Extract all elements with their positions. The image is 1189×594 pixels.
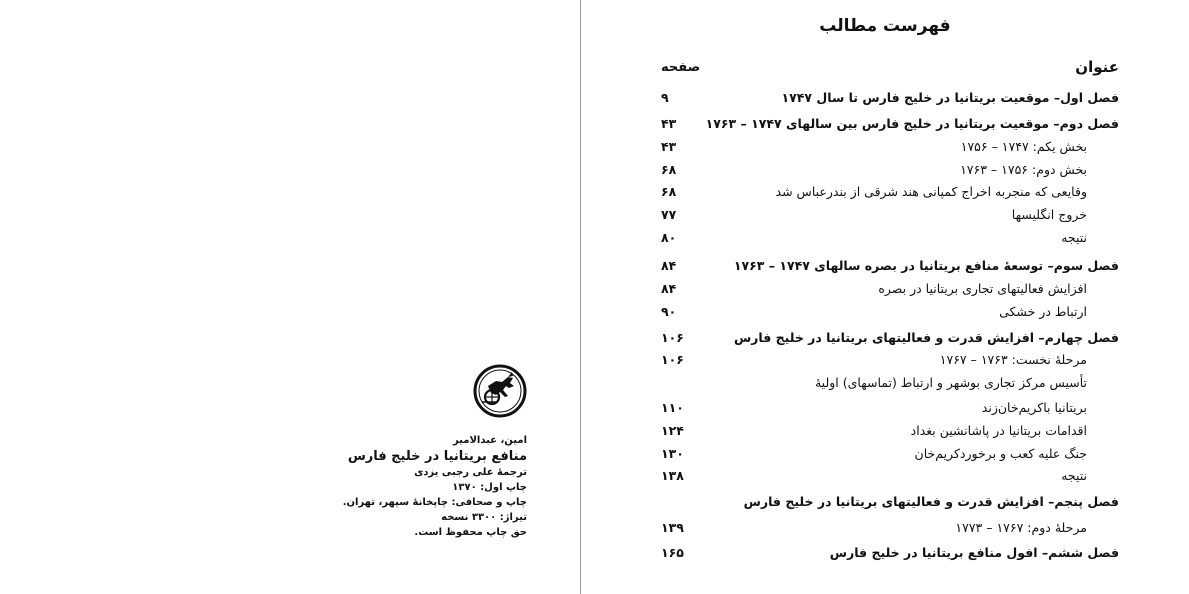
toc-entry	[581, 304, 1189, 326]
toc-entry-title: نتیجه	[1061, 230, 1087, 245]
toc-entry-title: فصل پنجم– افزایش قدرت و فعالیتهای بریتانیا در خلیج فارس	[743, 494, 1119, 509]
toc-entry	[581, 545, 1189, 567]
toc-entry-title: مرحلهٔ نخست: ۱۷۶۳ – ۱۷۶۷	[939, 352, 1087, 367]
toc-entry-page: ۷۷	[661, 207, 677, 222]
toc-entry-title: افزایش فعالیتهای تجاری بریتانیا در بصره	[878, 281, 1087, 296]
toc-entry	[581, 116, 1189, 138]
toc-entry-page: ۴۳	[661, 139, 677, 154]
toc-entry	[581, 258, 1189, 280]
toc-entry-title: بخش دوم: ۱۷۵۶ – ۱۷۶۳	[960, 162, 1087, 177]
colophon-author: امین، عبدالامیر	[452, 435, 527, 446]
toc-entry	[581, 375, 1189, 397]
toc-entry	[581, 423, 1189, 445]
toc-entry	[581, 446, 1189, 468]
toc-entry-page: ۸۴	[661, 281, 677, 296]
toc-entry-page: ۱۰۶	[661, 352, 684, 367]
toc-entry-title: فصل ششم– افول منافع بریتانیا در خلیج فارس	[829, 545, 1119, 560]
toc-entry	[581, 281, 1189, 303]
colophon-edition: چاپ اول: ۱۳۷۰	[452, 482, 527, 493]
toc-entry-page: ۱۱۰	[661, 400, 684, 415]
toc-entry-title: فصل سوم– توسعهٔ منافع بریتانیا در بصره سالهای ۱۷۴۷ – ۱۷۶۳	[733, 258, 1119, 273]
toc-entry-title: بخش یکم: ۱۷۴۷ – ۱۷۵۶	[960, 139, 1087, 154]
colophon-block	[287, 433, 527, 540]
toc-entry-page: ۹	[661, 90, 669, 105]
toc-entry-page: ۱۲۴	[661, 423, 684, 438]
toc-entry-page: ۴۳	[661, 116, 677, 131]
colophon-circulation: تیراژ: ۳۳۰۰ نسخه	[441, 512, 527, 523]
toc-entry	[581, 162, 1189, 184]
colophon-rights: حق چاپ محفوظ است.	[414, 527, 527, 538]
toc-entry-page: ۸۰	[661, 230, 677, 245]
toc-entry	[581, 184, 1189, 206]
toc-entry-page: ۱۶۵	[661, 545, 684, 560]
toc-entry-title: وقایعی که منجربه اخراج کمپانی هند شرقی از بندرعباس شد	[775, 184, 1087, 199]
toc-entry-title: فصل اول– موقعیت بریتانیا در خلیج فارس تا سال ۱۷۴۷	[781, 90, 1119, 105]
toc-entry-title: خروج انگلیسها	[1011, 207, 1087, 222]
toc-entry-title: ارتباط در خشکی	[999, 304, 1087, 319]
toc-entry	[581, 230, 1189, 252]
toc-heading-title: عنوان	[1075, 58, 1119, 76]
colophon-printing: چاپ و صحافی: چاپخانهٔ سپهر، تهران.	[342, 497, 527, 508]
toc-title: فهرست مطالب	[819, 16, 951, 36]
toc-entry-title: تأسیس مرکز تجاری بوشهر و ارتباط (تماسهای) اولیهٔ	[814, 375, 1087, 390]
toc-entry-page: ۶۸	[661, 162, 677, 177]
toc-entry	[581, 494, 1189, 516]
toc-entry-title: نتیجه	[1061, 468, 1087, 483]
toc-entry-page: ۸۴	[661, 258, 677, 273]
toc-entry-title: مرحلهٔ دوم: ۱۷۶۷ – ۱۷۷۳	[955, 520, 1087, 535]
toc-entry-title: اقدامات بریتانیا در پاشانشین بغداد	[910, 423, 1087, 438]
toc-entry-title: فصل چهارم– افزایش قدرت و فعالیتهای بریتانیا در خلیج فارس	[733, 330, 1119, 345]
toc-entry-title: بریتانیا باکریم‌خان‌زند	[981, 400, 1087, 415]
horse-chariot-emblem-icon	[472, 364, 528, 418]
toc-entry-title: جنگ علیه کعب و برخوردکریم‌خان	[914, 446, 1087, 461]
left-page	[0, 0, 580, 594]
toc-entry	[581, 207, 1189, 229]
colophon-translator: ترجمهٔ علی رجبی یزدی	[414, 467, 527, 478]
toc-entry-title: فصل دوم– موقعیت بریتانیا در خلیج فارس بین سالهای ۱۷۴۷ – ۱۷۶۳	[705, 116, 1119, 131]
colophon-book-title: منافع بریتانیا در خلیج فارس	[347, 449, 527, 464]
toc-entry-page: ۱۳۰	[661, 446, 684, 461]
toc-entry	[581, 330, 1189, 352]
toc-entry	[581, 400, 1189, 422]
toc-entry	[581, 139, 1189, 161]
toc-entry-page: ۹۰	[661, 304, 677, 319]
toc-heading-page: صفحه	[661, 60, 701, 75]
toc-entry	[581, 468, 1189, 490]
toc-entry-page: ۱۰۶	[661, 330, 684, 345]
toc-entry-page: ۱۳۸	[661, 468, 684, 483]
table-of-contents-page	[581, 0, 1189, 594]
toc-entry	[581, 520, 1189, 542]
toc-entry-page: ۱۳۹	[661, 520, 684, 535]
toc-entry-page: ۶۸	[661, 184, 677, 199]
toc-entry	[581, 352, 1189, 374]
toc-entry	[581, 90, 1189, 112]
